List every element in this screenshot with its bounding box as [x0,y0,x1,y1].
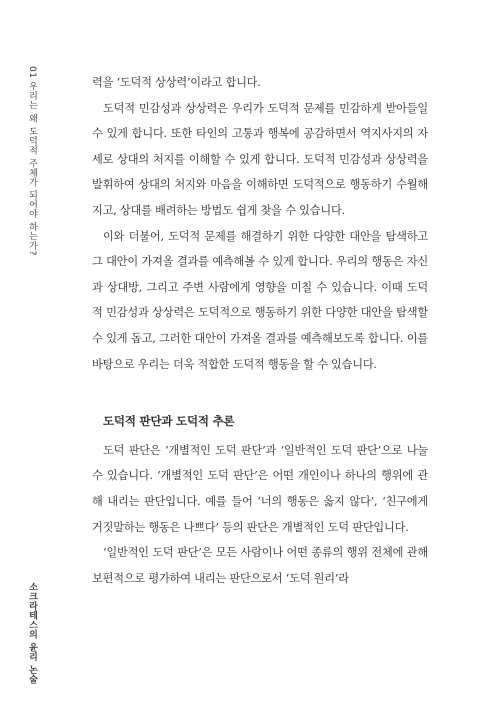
running-header-book-title: 소크라테스의 윤리 논술 [27,582,37,685]
section-heading: 도덕적 판단과 도덕적 추론 [103,414,235,429]
paragraph-4: 도덕 판단은 ‘개별적인 도덕 판단’과 ‘일반적인 도덕 판단’으로 나눌 수 있습니다. ‘개별적인 도덕 판단’은 어떤 개인이나 하나의 행위에 관해 내리는 판단입니다. 예를 들어 ‘너의 행동은 옳지 않다’, ‘친구에게 거짓말하는 행동은 나쁘다’ 등의 판단은 개별적인 도덕 판단입니다. [92,443,428,534]
running-header-chapter: 01 우리는 왜 도덕적 주체가 되어야 하는가? [27,66,37,256]
paragraph-5: ‘일반적인 도덕 판단’은 모든 사람이나 어떤 종류의 행위 전체에 관해 보편적으로 평가하여 내리는 판단으로서 ‘도덕 원리’라 [92,546,428,585]
paragraph-3: 이와 더불어, 도덕적 문제를 해결하기 위한 다양한 대안을 탐색하고 그 대안이 가져올 결과를 예측해볼 수 있게 합니다. 우리의 행동은 자신과 상대방, 그리고 주변 사람에게 영향을 미칠 수 있습니다. 이때 도덕적 민감성과 상상력은 도덕적으로 행동하기 위한 다양한 대안을 탐색할 수 있게 돕고, 그러한 대안이 가져올 결과를 예측해보도록 합니다. 이를 바탕으로 우리는 더욱 적합한 도덕적 행동을 할 수 있습니다. [92,229,428,371]
paragraph-2: 도덕적 민감성과 상상력은 우리가 도덕적 문제를 민감하게 받아들일 수 있게 합니다. 또한 타인의 고통과 행복에 공감하면서 역지사지의 자세로 상대의 처지를 이해할 수 있게 합니다. 도덕적 민감성과 상상력을 발휘하여 상대의 처지와 마음을 이해하면 도덕적으로 행동하기 수월해지고, 상대를 배려하는 방법도 쉽게 찾을 수 있습니다. [92,101,428,217]
paragraph-1: 력을 ‘도덕적 상상력’이라고 합니다. [92,76,261,89]
page-body [92,70,428,591]
